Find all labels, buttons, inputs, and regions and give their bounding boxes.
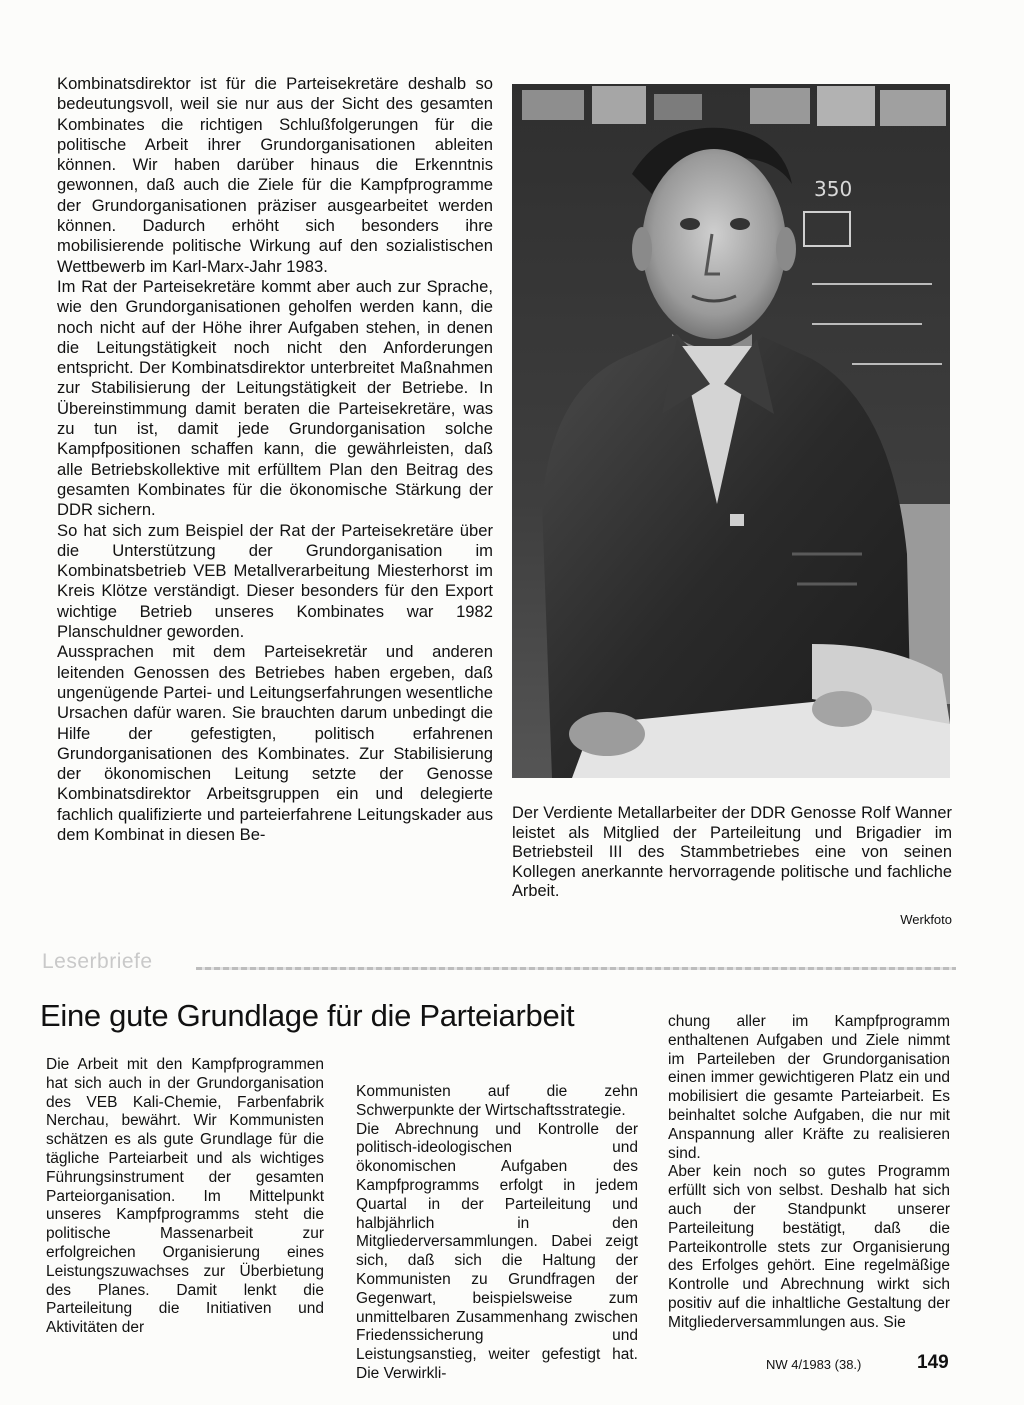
issue-reference: NW 4/1983 (38.) [766,1357,862,1372]
board-number: 350 [814,177,853,201]
photo-credit: Werkfoto [900,912,952,927]
letter-column-3 [668,1013,950,1333]
page-number: 149 [917,1352,949,1373]
portrait-photo [512,84,950,778]
paragraph: Kombinatsdirektor ist für die Parteisekretäre deshalb so bedeutungsvoll, weil sie nur aus der Sicht des gesamten Kombinates die richtigen Schlußfolgerungen für die politische Arbeit ihrer Grundorganisationen ableiten können. Wir haben darüber hinaus die Erkenntnis gewonnen, daß auch die Ziele für die Kampfprogramme der Grundorganisationen präziser ausgearbeitet werden können. Dadurch erhöht sich besonders ihre mobilisierende politische Wirkung auf den sozialistischen Wettbewerb im Karl-Marx-Jahr 1983. [57,74,493,276]
section-label: Leserbriefe [42,950,153,973]
paragraph: So hat sich zum Beispiel der Rat der Parteisekretäre über die Unterstützung der Grundorganisation im Kombinatsbetrieb VEB Metallverarbeitung Miesterhorst im Kreis Klötze verständigt. Dieser besonders für den Export wichtige Betrieb unseres Kombinates war 1982 Planschuldner geworden. [57,520,493,642]
paragraph: Im Rat der Parteisekretäre kommt aber auch zur Sprache, wie den Grundorganisationen geholfen werden kann, die noch nicht auf der Höhe ihrer Aufgaben stehen, in denen die Leitungstätigkeit noch nicht den Anforderungen entspricht. Der Kombinatsdirektor unterbreitet Maßnahmen zur Stabilisierung der Leitungstätigkeit der Betriebe. In Übereinstimmung damit beraten die Parteisekretäre, was zu tun ist, damit jede Grundorganisation solche Kampfpositionen schaffen kann, die gewährleisten, daß alle Betriebskollektive mit erfülltem Plan den Beitrag des gesamten Kombinates für die ökonomische Stärkung der DDR sichern. [57,276,493,520]
paragraph: Aber kein noch so gutes Programm erfüllt sich von selbst. Deshalb hat sich auch der Standpunkt unserer Parteileitung bestätigt, daß die Parteikontrolle stets zur Organisierung des Erfolges gehört. Eine regelmäßige Kontrolle und Abrechnung wirkt sich positiv auf die inhaltliche Gestaltung der Mitgliederversammlungen aus. Sie [668,1163,950,1331]
paragraph: Die Abrechnung und Kontrolle der politisch-ideologischen und ökonomischen Aufgaben des Kampfprogramms erfolgt in jedem Quartal in der Parteileitung und halbjährlich in den Mitgliederversammlungen. Dabei zeigt sich, daß sich die Haltung der Kommunisten zu Grundfragen der Gegenwart, beispielsweise zum unmittelbaren Zusammenhang zwischen Friedenssicherung und Leistungsanstieg, weiter gefestigt hat. Die Verwirkli- [356,1120,638,1382]
paragraph: chung aller im Kampfprogramm enthaltenen Aufgaben und Ziele nimmt im Parteileben der Grundorganisation einen immer gewichtigeren Platz ein und mobilisiert die gesamte Parteiarbeit. Es beinhaltet solche Aufgaben, die nur mit Anspannung aller Kräfte zu realisieren sind. [668,1013,950,1162]
article-top-text [57,74,493,845]
photo-caption: Der Verdiente Metallarbeiter der DDR Genosse Rolf Wanner leistet als Mitglied der Parteileitung und Brigadier im Betriebsteil III des Stammbetriebes eine von seinen Kollegen anerkannte hervorragende politische und fachliche Arbeit. [512,804,952,901]
letter-column-1 [46,1056,324,1338]
letter-column-2 [356,1083,638,1384]
paragraph: Kommunisten auf die zehn Schwerpunkte der Wirtschaftsstrategie. [356,1083,638,1119]
paragraph: Aussprachen mit dem Parteisekretär und anderen leitenden Genossen des Betriebes haben ergeben, daß ungenügende Partei- und Leitungserfahrungen wesentliche Ursachen dafür waren. Sie brauchten darum unbedingt die Hilfe der gefestigten, politisch erfahrenen Grundorganisationen des Kombinates. Zur Stabilisierung der ökonomischen Leitung setzte der Genosse Kombinatsdirektor Arbeitsgruppen ein und delegierte fachlich qualifizierte und parteierfahrene Leitungskader aus dem Kombinat in diesen Be- [57,642,493,844]
headline: Eine gute Grundlage für die Parteiarbeit [40,998,575,1033]
paragraph: Die Arbeit mit den Kampfprogrammen hat sich auch in der Grundorganisation des VEB Kali-Chemie, Farbenfabrik Nerchau, bewährt. Wir Kommunisten schätzen es als gute Grundlage für die tägliche Parteiarbeit und als wichtiges Führungsinstrument der gesamten Parteiorganisation. Im Mittelpunkt unseres Kampfprogramms steht die politische Massenarbeit zur erfolgreichen Organisierung eines Leistungszuwachses zur Überbietung des Planes. Damit lenkt die Parteileitung die Initiativen und Aktivitäten der [46,1056,324,1337]
section-divider [196,967,956,970]
portrait-illustration [512,84,950,778]
